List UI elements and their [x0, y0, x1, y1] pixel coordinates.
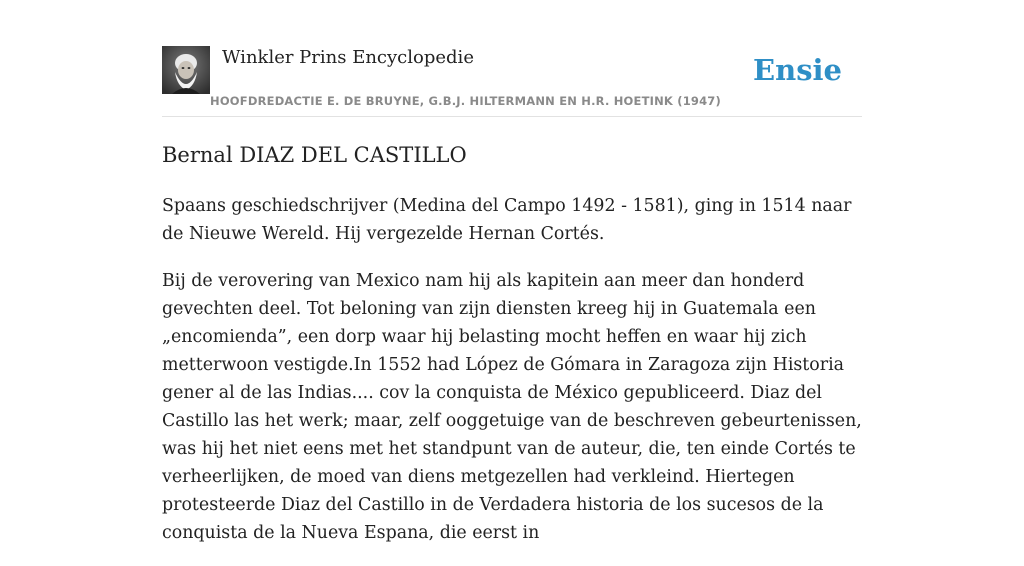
- bearded-man-portrait-icon: [162, 46, 210, 94]
- article-body: [162, 192, 864, 566]
- source-header: [162, 46, 862, 117]
- ensie-logo[interactable]: Ensie: [753, 53, 842, 87]
- source-editors: HOOFDREDACTIE E. DE BRUYNE, G.B.J. HILTERMANN EN H.R. HOETINK (1947): [210, 94, 721, 108]
- source-title[interactable]: Winkler Prins Encyclopedie: [222, 47, 474, 68]
- author-avatar[interactable]: [162, 46, 210, 94]
- article-paragraph: Spaans geschiedschrijver (Medina del Campo 1492 - 1581), ging in 1514 naar de Nieuwe Wereld. Hij vergezelde Hernan Cortés.: [162, 196, 852, 244]
- article-paragraph: Bij de verovering van Mexico nam hij als kapitein aan meer dan honderd gevechten deel. Tot beloning van zijn diensten kreeg hij in Guatemala een „encomienda”, een dorp waar hij belasting mocht heffen en waar hij zich metterwoon vestigde.In 1552 had López de Gómara in Zaragoza zijn Historia gener al de las Indias.... cov la conquista de México gepubliceerd. Diaz del Castillo las het werk; maar, zelf ooggetuige van de beschreven gebeurtenissen, was hij het niet eens met het standpunt van de auteur, die, ten einde Cortés te verheerlijken, de moed van diens metgezellen had verkleind. Hiertegen protesteerde Diaz del Castillo in de Verdadera historia de los sucesos de la conquista de la Nueva Espana, die eerst in: [162, 271, 862, 543]
- page-title: Bernal DIAZ DEL CASTILLO: [162, 143, 467, 167]
